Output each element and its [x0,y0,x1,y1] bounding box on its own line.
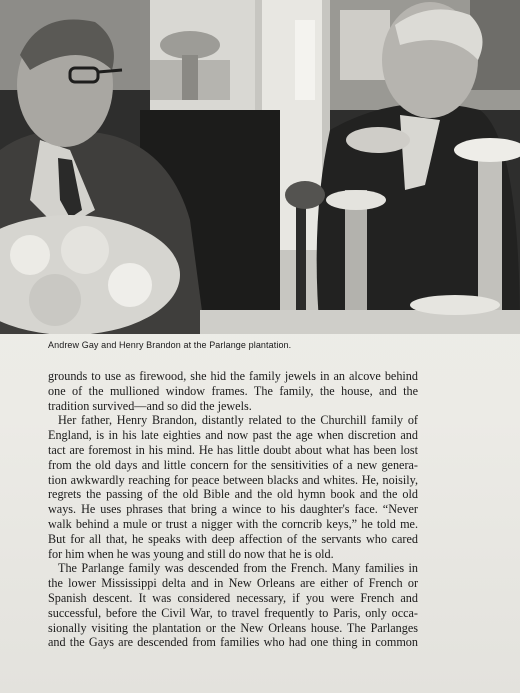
body-text [48,369,418,650]
text-line: sionally visiting the plantation or the New Orleans house. The Parlanges [48,620,418,635]
text-line: from the old days and little concern for the sensitivities of a new genera- [48,457,418,472]
text-line: grounds to use as firewood, she hid the family jewels in an alcove behind [48,369,418,383]
photograph [0,0,520,334]
paragraph-2 [48,413,418,561]
photo-caption: Andrew Gay and Henry Brandon at the Parlange plantation. [48,340,292,350]
text-line: tion awkwardly reaching for peace between blacks and whites. He, noisily, [48,472,418,487]
paragraph-3 [48,561,418,650]
photograph-illustration [0,0,520,334]
text-line: England, is in his late eighties and now past the age when discretion and [48,428,418,443]
text-line: tact are foremost in his mind. He has little doubt about what has been lost [48,442,418,457]
text-line: regrets the passing of the old Bible and the old hymn book and the old [48,487,418,502]
paragraph-1 [48,369,418,413]
text-line: the lower Mississippi delta and in New Orleans are either of French or [48,576,418,591]
text-line: and the Gays are descended from families who had one thing in common [48,635,418,650]
text-line: one of the mullioned window frames. The family, the house, and the [48,383,418,398]
text-line: Spanish descent. It was considered necessary, if you were French and [48,590,418,605]
text-line: walk behind a mule or trust a nigger with the corncrib keys,” he told me. [48,516,418,531]
text-line: tradition survived—and so did the jewels. [48,398,252,413]
text-line: The Parlange family was descended from the French. Many families in [58,561,418,576]
text-line: successful, before the Civil War, to travel frequently to Paris, only occa- [48,605,418,620]
text-line: for him when he was young and still do now that he is old. [48,546,334,561]
text-line: ways. He uses phrases that bring a wince to his daughter's face. “Never [48,502,418,517]
text-line: Her father, Henry Brandon, distantly related to the Churchill family of [58,413,418,428]
text-line: But for all that, he speaks with deep affection of the servants who cared [48,531,418,546]
